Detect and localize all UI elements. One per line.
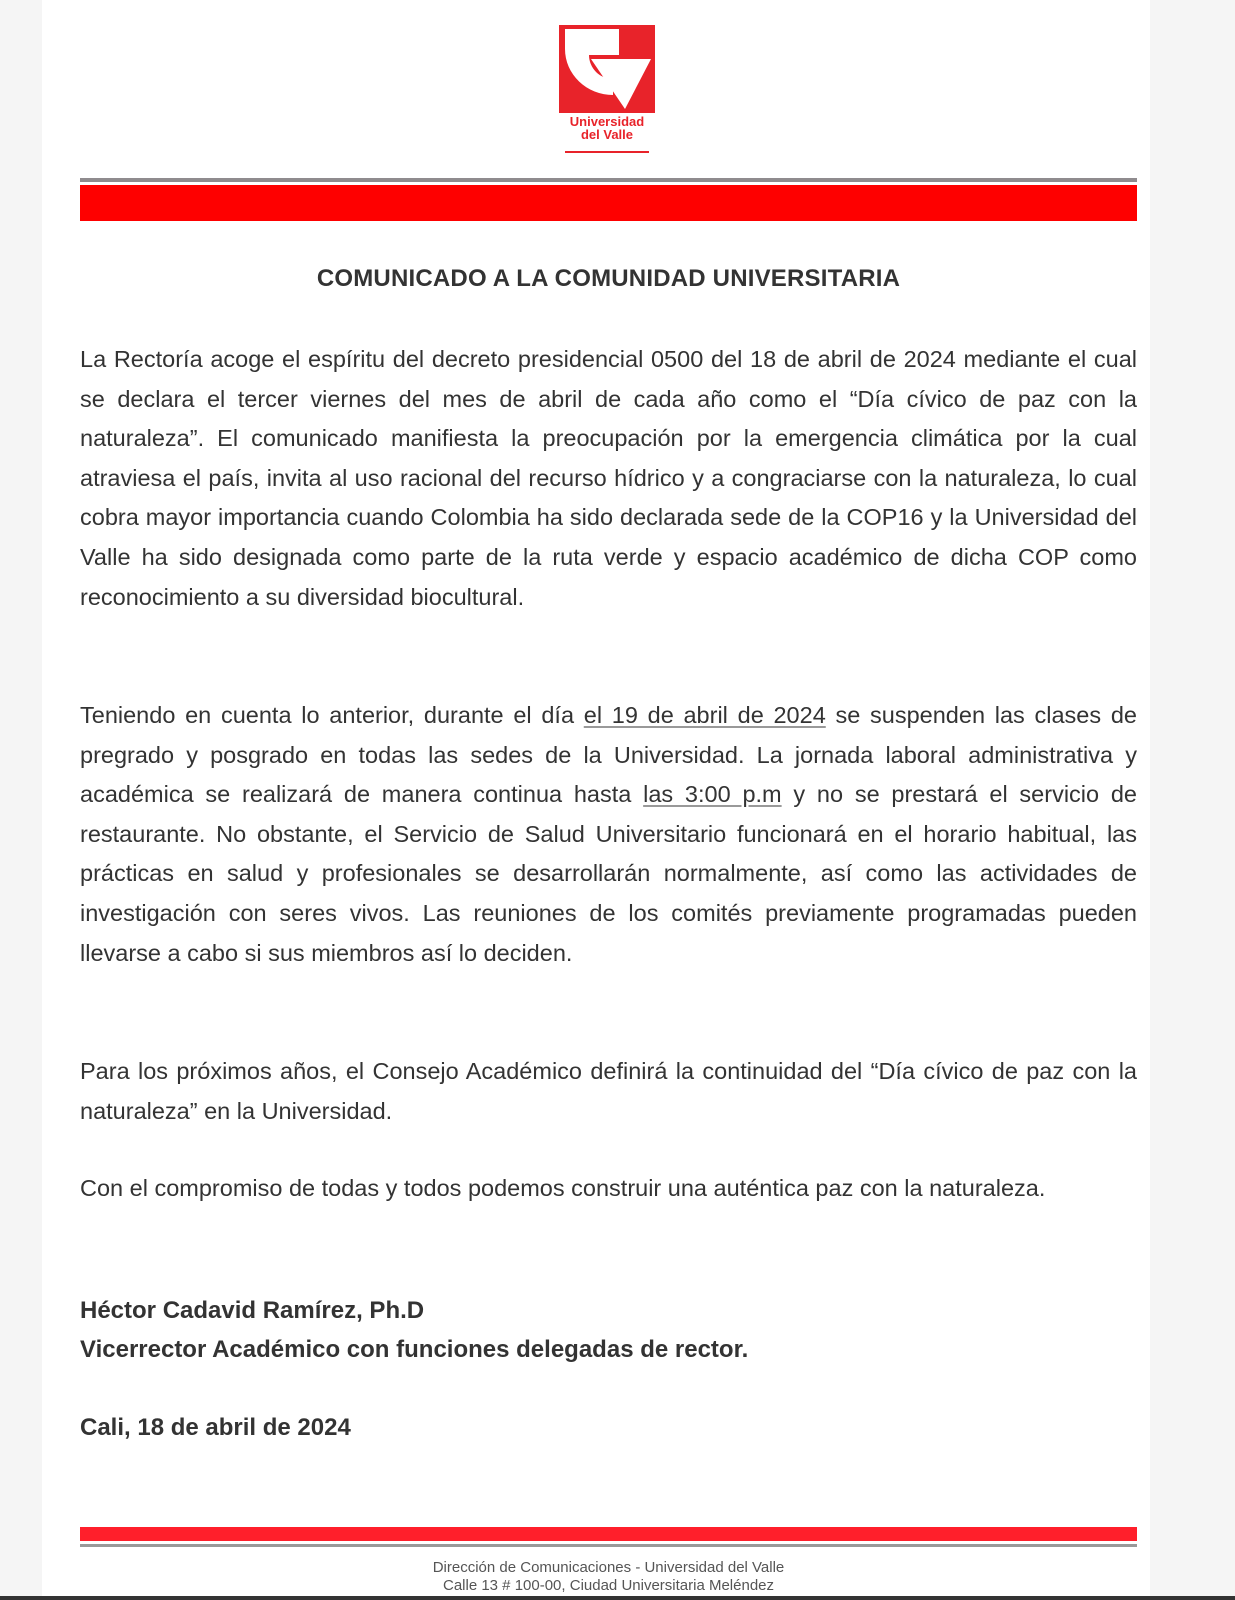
paragraph-suspension-text-1: Teniendo en cuenta lo anterior, durante el día — [80, 702, 584, 728]
bottom-edge — [0, 1596, 1235, 1600]
paragraph-future: Para los próximos años, el Consejo Académico definirá la continuidad del “Día cívico de paz con la naturaleza” en la Universidad. — [80, 1058, 1137, 1124]
paragraph-closing: Con el compromiso de todas y todos podemos construir una auténtica paz con la naturaleza. — [80, 1175, 1046, 1201]
footer-red-band — [80, 1527, 1137, 1541]
signature-name: Héctor Cadavid Ramírez, Ph.D — [80, 1297, 425, 1324]
paragraph-intro: La Rectoría acoge el espíritu del decreto presidencial 0500 del 18 de abril de 2024 mediante el cual se declara el tercer viernes del mes de abril de cada año como el “Día cívico de paz con la naturaleza”. El comunicado manifiesta la preocupación por la emergencia climática por la cual atraviesa el país, invita al uso racional del recurso hídrico y a congraciarse con la naturaleza, lo cual cobra mayor importancia cuando Colombia ha sido declarada sede de la COP16 y la Universidad del Valle ha sido designada como parte de la ruta verde y espacio académico de dicha COP como reconocimiento a su diversidad biocultural. — [80, 346, 1137, 610]
footer-gray-rule — [80, 1544, 1137, 1547]
university-logo — [559, 25, 655, 157]
logo-underline — [565, 151, 649, 153]
document-title: COMUNICADO A LA COMUNIDAD UNIVERSITARIA — [316, 265, 901, 292]
footer-line-2: Calle 13 # 100-00, Ciudad Universitaria Meléndez — [442, 1577, 775, 1594]
header-red-band — [80, 185, 1137, 221]
logo-line1: Universidad — [569, 114, 645, 129]
closing-time-underlined: las 3:00 p.m — [643, 781, 782, 808]
suspension-date-underlined: el 19 de abril de 2024 — [583, 702, 826, 728]
logo-line2: del Valle — [580, 127, 634, 142]
univalle-logo-mark — [559, 25, 655, 113]
signature-role: Vicerrector Académico con funciones delegadas de rector. — [80, 1336, 749, 1363]
header-gray-rule — [80, 178, 1137, 182]
paragraph-suspension — [80, 696, 1137, 973]
logo-wordmark — [553, 115, 661, 141]
footer — [80, 1559, 1137, 1595]
place-and-date: Cali, 18 de abril de 2024 — [80, 1414, 351, 1441]
paragraph-suspension-text-3: y no se prestará el servicio de restaurante. No obstante, el Servicio de Salud Universitario funcionará en el horario habitual, las prácticas en salud y profesionales se desarrollarán normalmente, así como las actividades de investigación con seres vivos. Las reuniones de los comités previamente programadas pueden llevarse a cabo si sus miembros así lo deciden. — [80, 781, 1138, 966]
paragraph-suspension-text-2: se suspenden las clases de pregrado y posgrado en todas las sedes de la Universidad. La jornada laboral administrativa y académica se realizará de manera continua hasta — [80, 702, 1137, 808]
footer-line-1: Dirección de Comunicaciones - Universidad del Valle — [432, 1559, 785, 1576]
